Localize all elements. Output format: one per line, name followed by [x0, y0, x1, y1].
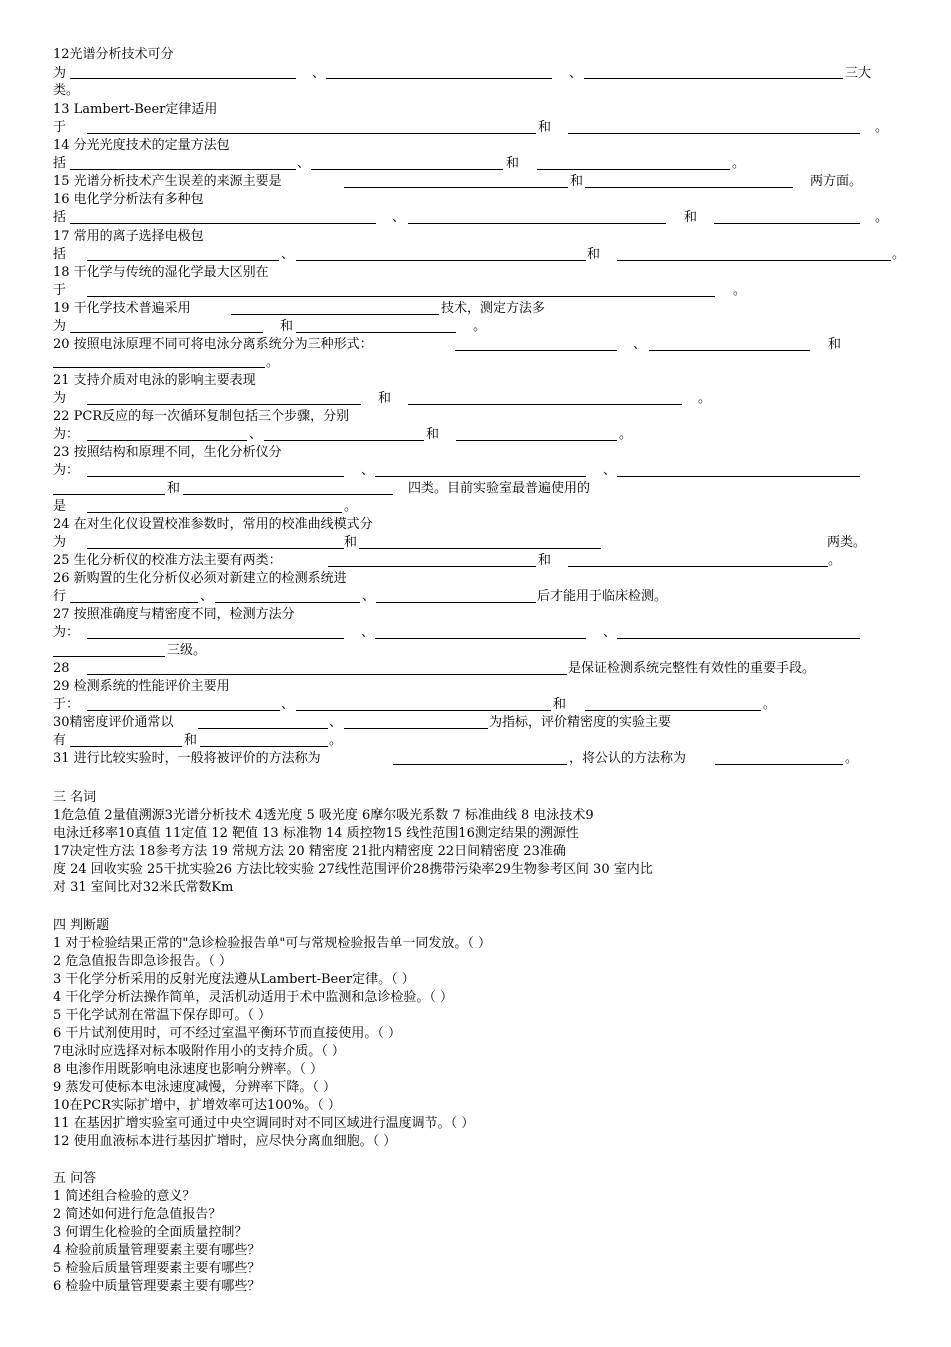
- q16-suffix: 。: [875, 210, 889, 225]
- q27-line1: 27 按照准确度与精密度不同，检测方法分: [53, 607, 295, 622]
- judge-item: 12 使用血液标本进行基因扩增时，应尽快分离血细胞。（ ）: [53, 1134, 397, 1149]
- q30-sep-1: 、: [329, 715, 343, 730]
- judge-item: 1 对于检验结果正常的"急诊检验报告单"可与常规检验报告单一同发放。（ ）: [53, 936, 491, 951]
- q24-blank-2[interactable]: [359, 548, 601, 549]
- q23-sep-3: 和: [167, 481, 181, 496]
- q17-blank-2[interactable]: [296, 260, 586, 261]
- q30-text-2: 为指标，评价精密度的实验主要: [489, 715, 672, 730]
- q26-blank-1[interactable]: [70, 602, 198, 603]
- q22-suffix: 。: [619, 427, 633, 442]
- q14-line1: 14 分光光度技术的定量方法包: [53, 138, 230, 153]
- q31-blank-1[interactable]: [393, 764, 567, 765]
- q20-suffix: 。: [266, 355, 280, 370]
- q28-suffix: 是保证检测系统完整性有效性的重要手段。: [568, 661, 816, 676]
- q22-line1: 22 PCR反应的每一次循环复制包括三个步骤，分别: [53, 409, 350, 424]
- q29-prefix: 于：: [53, 697, 80, 712]
- judge-item: 3 干化学分析采用的反射光度法遵从Lambert-Beer定律。（ ）: [53, 972, 415, 987]
- q14-prefix: 括: [53, 156, 67, 171]
- terms-line: 度 24 回收实验 25干扰实验26 方法比较实验 27线性范围评价28携带污染率29生物参考区间 30 室内比: [53, 862, 653, 877]
- q30-sep-2: 和: [184, 733, 198, 748]
- q21-blank-2[interactable]: [408, 404, 682, 405]
- q16-sep-1: 、: [392, 210, 406, 225]
- q23-line1: 23 按照结构和原理不同，生化分析仪分: [53, 445, 282, 460]
- q29-sep-1: 、: [281, 697, 295, 712]
- section-4-title: 四 判断题: [53, 918, 110, 933]
- terms-line: 17决定性方法 18参考方法 19 常规方法 20 精密度 21批内精密度 22日间精密度 23准确: [53, 844, 566, 859]
- q17-prefix: 括: [53, 247, 67, 262]
- judge-item: 5 干化学试剂在常温下保存即可。（ ）: [53, 1008, 272, 1023]
- q23-sep-1: 、: [361, 463, 375, 478]
- q16-blank-3[interactable]: [714, 223, 860, 224]
- q30-blank-3[interactable]: [70, 746, 182, 747]
- q19-text-2: 技术，测定方法多: [441, 301, 546, 316]
- q23-blank-4[interactable]: [53, 494, 165, 495]
- q12-suffix: 三大: [845, 66, 872, 81]
- q13-blank-2[interactable]: [568, 133, 860, 134]
- terms-line: 1危急值 2量值溯源3光谱分析技术 4透光度 5 吸光度 6摩尔吸光系数 7 标准曲线 8 电泳技术9: [53, 808, 594, 823]
- q30-blank-2[interactable]: [344, 728, 488, 729]
- q20-sep-2: 和: [828, 337, 842, 352]
- q23-prefix: 为：: [53, 463, 80, 478]
- q22-blank-2[interactable]: [264, 440, 424, 441]
- q26-sep-2: 、: [362, 589, 376, 604]
- q23-prefix-2: 是: [53, 499, 67, 514]
- q30-prefix: 有: [53, 733, 67, 748]
- q20-text: 20 按照电泳原理不同可将电泳分离系统分为三种形式：: [53, 337, 373, 352]
- q22-blank-1[interactable]: [87, 440, 247, 441]
- q26-blank-3[interactable]: [376, 602, 536, 603]
- q12-blank-2[interactable]: [326, 78, 552, 79]
- q23-blank-5[interactable]: [183, 494, 393, 495]
- q14-blank-2[interactable]: [311, 169, 503, 170]
- q21-sep: 和: [378, 391, 392, 406]
- judge-item: 7电泳时应选择对标本吸附作用小的支持介质。（ ）: [53, 1044, 345, 1059]
- q17-sep-2: 和: [587, 247, 601, 262]
- q18-line1: 18 干化学与传统的湿化学最大区别在: [53, 265, 269, 280]
- q22-prefix: 为：: [53, 427, 80, 442]
- judge-item: 10在PCR实际扩增中，扩增效率可达100%。（ ）: [53, 1098, 341, 1113]
- q27-sep-1: 、: [361, 625, 375, 640]
- q12-prefix: 为: [53, 66, 67, 81]
- q30-text: 30精密度评价通常以: [53, 715, 174, 730]
- q25-suffix: 。: [828, 553, 842, 568]
- q19-blank-3[interactable]: [296, 332, 456, 333]
- q29-blank-2[interactable]: [296, 710, 551, 711]
- q29-sep-2: 和: [553, 697, 567, 712]
- q27-blank-2[interactable]: [375, 638, 586, 639]
- q19-blank-2[interactable]: [70, 332, 263, 333]
- q25-blank-1[interactable]: [328, 566, 536, 567]
- q26-sep-1: 、: [200, 589, 214, 604]
- q12-blank-3[interactable]: [584, 78, 843, 79]
- q20-blank-2[interactable]: [649, 350, 810, 351]
- q24-line1: 24 在对生化仪设置校准参数时，常用的校准曲线模式分: [53, 517, 373, 532]
- q14-blank-1[interactable]: [70, 169, 296, 170]
- q13-sep-1: 和: [538, 120, 552, 135]
- q15-suffix: 两方面。: [810, 174, 863, 189]
- q23-blank-6[interactable]: [87, 512, 342, 513]
- q26-line1: 26 新购置的生化分析仪必须对新建立的检测系统进: [53, 571, 347, 586]
- q20-blank-3[interactable]: [53, 367, 265, 368]
- q16-prefix: 括: [53, 210, 67, 225]
- q15-blank-1[interactable]: [344, 187, 568, 188]
- q17-sep-1: 、: [281, 247, 295, 262]
- q16-blank-2[interactable]: [408, 223, 666, 224]
- judge-item: 8 电渗作用既影响电泳速度也影响分辨率。（ ）: [53, 1062, 324, 1077]
- q30-blank-1[interactable]: [198, 728, 328, 729]
- q22-sep-2: 和: [426, 427, 440, 442]
- q29-blank-1[interactable]: [87, 710, 280, 711]
- q20-sep-1: 、: [633, 337, 647, 352]
- q27-suffix: 三级。: [167, 643, 207, 658]
- q15-sep-1: 和: [570, 174, 584, 189]
- terms-line: 对 31 室间比对32米氏常数Km: [53, 880, 234, 895]
- q15-text: 15 光谱分析技术产生误差的来源主要是: [53, 174, 282, 189]
- q25-blank-2[interactable]: [568, 566, 828, 567]
- q17-blank-3[interactable]: [617, 260, 891, 261]
- judge-item: 9 蒸发可使标本电泳速度减慢，分辨率下降。（ ）: [53, 1080, 337, 1095]
- terms-line: 电泳迁移率10真值 11定值 12 靶值 13 标准物 14 质控物15 线性范围16测定结果的溯源性: [53, 826, 579, 841]
- q13-line1: 13 Lambert-Beer定律适用: [53, 102, 218, 117]
- q27-sep-2: 、: [603, 625, 617, 640]
- question-item: 2 简述如何进行危急值报告？: [53, 1207, 222, 1222]
- q30-suffix: 。: [329, 733, 343, 748]
- question-item: 5 检验后质量管理要素主要有哪些？: [53, 1261, 261, 1276]
- q15-blank-2[interactable]: [585, 187, 793, 188]
- q19-sep: 和: [280, 319, 294, 334]
- q22-blank-3[interactable]: [456, 440, 617, 441]
- q13-suffix: 。: [875, 120, 889, 135]
- q27-blank-4[interactable]: [53, 656, 165, 657]
- q18-suffix: 。: [733, 283, 747, 298]
- q14-suffix: 。: [732, 156, 746, 171]
- q24-prefix: 为: [53, 535, 67, 550]
- q31-text: 31 进行比较实验时，一般将被评价的方法称为: [53, 751, 321, 766]
- judge-item: 2 危急值报告即急诊报告。（ ）: [53, 954, 233, 969]
- q17-blank-1[interactable]: [87, 260, 279, 261]
- q19-blank-1[interactable]: [231, 314, 439, 315]
- q20-blank-1[interactable]: [455, 350, 617, 351]
- q14-sep-2: 和: [506, 156, 520, 171]
- q18-blank-1[interactable]: [87, 296, 715, 297]
- q23-blank-1[interactable]: [87, 476, 344, 477]
- judge-item: 6 干片试剂使用时，可不经过室温平衡环节而直接使用。（ ）: [53, 1026, 402, 1041]
- q16-blank-1[interactable]: [70, 223, 376, 224]
- q28-prefix: 28: [53, 661, 70, 676]
- q23-blank-2[interactable]: [375, 476, 586, 477]
- q23-blank-3[interactable]: [617, 476, 860, 477]
- section-5-title: 五 问答: [53, 1171, 97, 1186]
- q21-blank-1[interactable]: [87, 404, 361, 405]
- question-item: 1 简述组合检验的意义？: [53, 1189, 196, 1204]
- q24-suffix: 两类。: [827, 535, 867, 550]
- q25-text: 25 生化分析仪的校准方法主要有两类：: [53, 553, 282, 568]
- q22-sep-1: 、: [249, 427, 263, 442]
- q17-line1: 17 常用的离子选择电极包: [53, 229, 204, 244]
- judge-item: 11 在基因扩增实验室可通过中央空调同时对不同区域进行温度调节。（ ）: [53, 1116, 475, 1131]
- q24-sep: 和: [344, 535, 358, 550]
- q19-text: 19 干化学技术普遍采用: [53, 301, 191, 316]
- q27-blank-1[interactable]: [87, 638, 344, 639]
- q21-prefix: 为: [53, 391, 67, 406]
- q27-blank-3[interactable]: [617, 638, 860, 639]
- q16-line1: 16 电化学分析法有多种包: [53, 192, 204, 207]
- q21-line1: 21 支持介质对电泳的影响主要表现: [53, 373, 256, 388]
- q13-prefix: 于: [53, 120, 67, 135]
- q31-text-2: ，将公认的方法称为: [569, 751, 687, 766]
- q24-blank-1[interactable]: [87, 548, 344, 549]
- q28-blank-1[interactable]: [87, 674, 567, 675]
- q29-suffix: 。: [763, 697, 777, 712]
- q14-blank-3[interactable]: [537, 169, 730, 170]
- q19-prefix: 为: [53, 319, 67, 334]
- q31-suffix: 。: [845, 751, 859, 766]
- q17-suffix: 。: [892, 247, 906, 262]
- q23-sep-2: 、: [603, 463, 617, 478]
- section-3-title: 三 名词: [53, 790, 97, 805]
- q16-sep-2: 和: [684, 210, 698, 225]
- question-item: 6 检验中质量管理要素主要有哪些？: [53, 1279, 261, 1294]
- q23-text-2: 四类。目前实验室最普遍使用的: [408, 481, 591, 496]
- q12-suffix-2: 类。: [53, 83, 80, 98]
- q26-prefix: 行: [53, 589, 67, 604]
- q26-suffix: 后才能用于临床检测。: [537, 589, 668, 604]
- q30-blank-4[interactable]: [200, 746, 328, 747]
- question-item: 4 检验前质量管理要素主要有哪些？: [53, 1243, 261, 1258]
- q19-suffix: 。: [473, 319, 487, 334]
- q26-blank-2[interactable]: [215, 602, 360, 603]
- q14-sep-1: 、: [297, 156, 311, 171]
- q18-prefix: 于: [53, 283, 67, 298]
- q23-suffix: 。: [344, 499, 358, 514]
- judge-item: 4 干化学分析法操作简单，灵活机动适用于术中监测和急诊检验。（ ）: [53, 990, 454, 1005]
- q31-blank-2[interactable]: [715, 764, 843, 765]
- q25-sep: 和: [538, 553, 552, 568]
- q29-line1: 29 检测系统的性能评价主要用: [53, 679, 230, 694]
- q13-blank-1[interactable]: [87, 133, 536, 134]
- q12-sep-2: 、: [569, 66, 583, 81]
- q12-blank-1[interactable]: [70, 78, 296, 79]
- q27-prefix: 为：: [53, 625, 80, 640]
- q12-sep-1: 、: [312, 66, 326, 81]
- q21-suffix: 。: [698, 391, 712, 406]
- question-item: 3 何谓生化检验的全面质量控制？: [53, 1225, 248, 1240]
- q29-blank-3[interactable]: [585, 710, 761, 711]
- q12-line1: 12光谱分析技术可分: [53, 47, 174, 62]
